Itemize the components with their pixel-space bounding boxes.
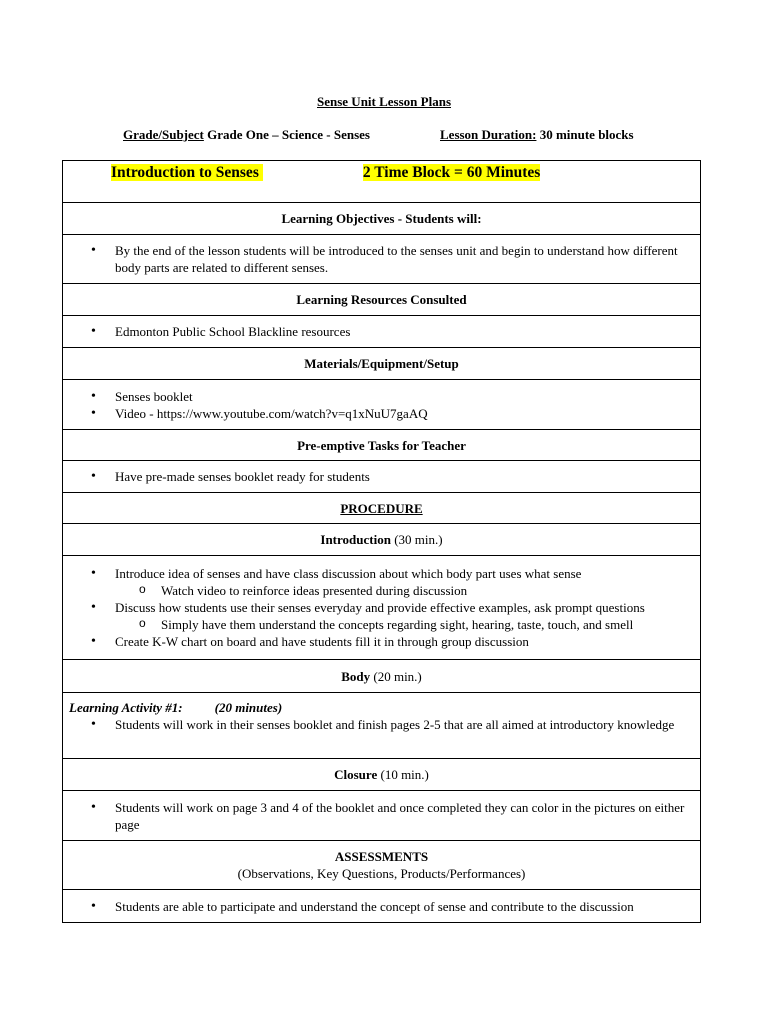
- materials-cell: [63, 380, 701, 430]
- resources-heading: Learning Resources Consulted: [63, 284, 701, 316]
- assessments-heading: ASSESSMENTS (Observations, Key Questions, Products/Performances): [63, 841, 701, 890]
- lesson-duration: [440, 127, 634, 143]
- assessments-cell: [63, 890, 701, 923]
- list-item: • Discuss how students use their senses everyday and provide effective examples, ask prompt questions o Simply have them understand the concepts regarding sight, hearing, taste, touch, and smell: [115, 599, 690, 633]
- learning-activity-title: Learning Activity #1: (20 minutes): [69, 700, 283, 715]
- list-item: • Students will work in their senses booklet and finish pages 2-5 that are all aimed at introductory knowledge: [115, 716, 690, 733]
- lesson-duration-label: Lesson Duration:: [440, 127, 537, 142]
- objectives-heading: Learning Objectives - Students will:: [63, 203, 701, 235]
- lesson-time-block: 2 Time Block = 60 Minutes: [362, 164, 541, 181]
- list-item: • Have pre-made senses booklet ready for students: [115, 468, 690, 485]
- closure-heading: Closure (10 min.): [63, 759, 701, 791]
- preemptive-cell: [63, 461, 701, 493]
- lesson-duration-value: 30 minute blocks: [536, 127, 634, 142]
- list-item: • Students are able to participate and understand the concept of sense and contribute to the discussion: [115, 898, 690, 915]
- sub-list-item: o Simply have them understand the concepts regarding sight, hearing, taste, touch, and smell: [161, 616, 690, 633]
- lesson-name: Introduction to Senses: [111, 164, 263, 181]
- document-title: Sense Unit Lesson Plans: [317, 94, 451, 109]
- body-heading: Body (20 min.): [63, 660, 701, 693]
- closure-cell: [63, 791, 701, 841]
- grade-subject-label: Grade/Subject: [123, 127, 204, 142]
- resources-cell: [63, 316, 701, 348]
- introduction-cell: [63, 556, 701, 660]
- objectives-cell: [63, 235, 701, 284]
- materials-heading: Materials/Equipment/Setup: [63, 348, 701, 380]
- list-item: • Video - https://www.youtube.com/watch?v=q1xNuU7gaAQ: [115, 405, 690, 422]
- sub-list-item: o Watch video to reinforce ideas presented during discussion: [161, 582, 690, 599]
- list-item: • Edmonton Public School Blackline resources: [115, 323, 690, 340]
- lesson-plan-table: [62, 160, 701, 923]
- list-item: • Create K-W chart on board and have students fill it in through group discussion: [115, 633, 690, 650]
- list-item: • By the end of the lesson students will be introduced to the senses unit and begin to understand how different body parts are related to different senses.: [115, 242, 690, 276]
- introduction-heading: Introduction (30 min.): [63, 524, 701, 556]
- list-item: • Students will work on page 3 and 4 of the booklet and once completed they can color in the pictures on either page: [115, 799, 690, 833]
- grade-subject-value: Grade One – Science - Senses: [203, 127, 370, 142]
- list-item: • Introduce idea of senses and have class discussion about which body part uses what sense o Watch video to reinforce ideas presented during discussion: [115, 565, 690, 599]
- lesson-header-row: [63, 161, 701, 203]
- assessments-subheading: (Observations, Key Questions, Products/Performances): [237, 866, 526, 881]
- list-item: • Senses booklet: [115, 388, 690, 405]
- body-cell: [63, 693, 701, 759]
- preemptive-heading: Pre-emptive Tasks for Teacher: [63, 430, 701, 461]
- procedure-heading: PROCEDURE: [63, 493, 701, 524]
- grade-subject: [123, 127, 370, 143]
